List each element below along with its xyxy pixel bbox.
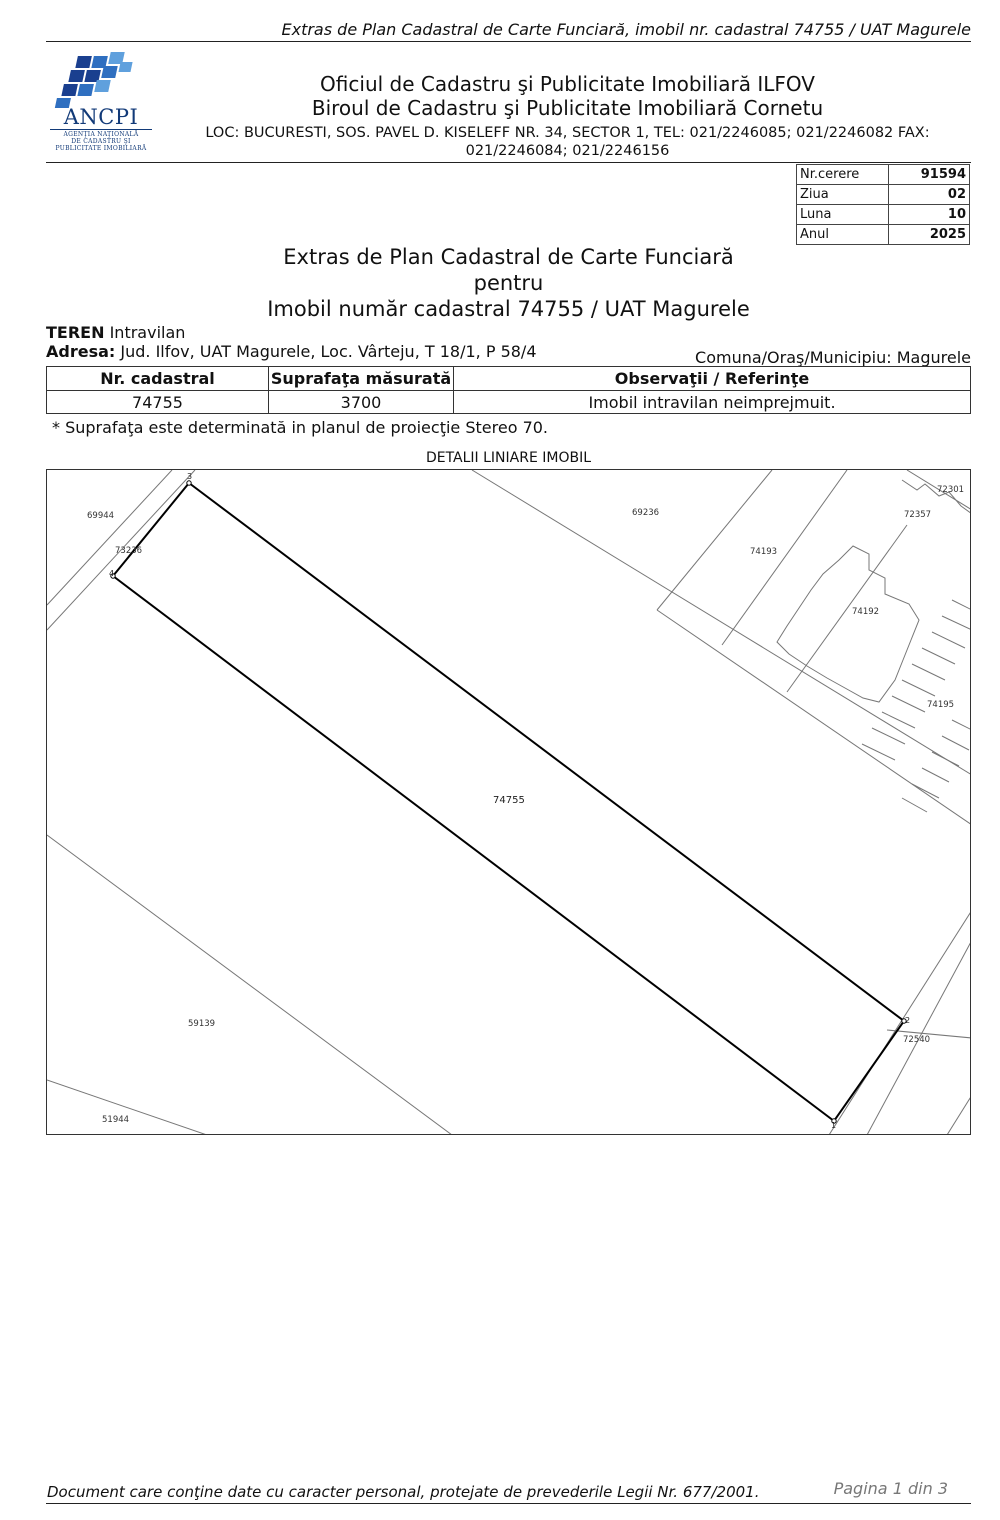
column-header: Nr. cadastral: [47, 367, 269, 391]
request-label: Ziua: [797, 185, 889, 205]
vertex-label: 2: [905, 1016, 911, 1025]
logo-name: ANCPI: [63, 105, 139, 129]
parcel-label: 74755: [493, 795, 525, 806]
footer-disclaimer: Document care conţine date cu caracter personal, protejate de prevederile Legii Nr. 677/2001.: [47, 1483, 760, 1501]
request-info-table: [796, 164, 970, 245]
neighbor-label: 74193: [750, 547, 778, 557]
main-title-line-2: pentru: [473, 271, 544, 295]
vertex-label: 3: [187, 472, 193, 481]
request-label: Anul: [797, 225, 889, 245]
surface-note: * Suprafaţa este determinată in planul de proiecţie Stereo 70.: [52, 418, 549, 437]
request-row: [797, 225, 970, 245]
neighbor-label: 51944: [102, 1115, 130, 1125]
column-header: Suprafaţa măsurată: [269, 367, 454, 391]
footer-divider: [46, 1503, 971, 1504]
neighbor-label: 69944: [87, 511, 115, 521]
request-value: 02: [889, 185, 970, 205]
logo-subtitle-1: AGENŢIA NAŢIONALĂ: [63, 131, 139, 138]
parking-stripes: [862, 480, 971, 812]
request-value: 2025: [889, 225, 970, 245]
logo-subtitle-2: DE CADASTRU ŞI: [71, 138, 131, 145]
logo-subtitle-3: PUBLICITATE IMOBILIARĂ: [55, 145, 147, 152]
main-title-line-1: Extras de Plan Cadastral de Carte Funciară: [283, 245, 734, 269]
cadastral-table: [46, 366, 971, 414]
table-header-row: [47, 367, 971, 391]
neighbor-label: 72357: [904, 510, 932, 520]
neighbor-label: 69236: [632, 508, 660, 518]
request-row: [797, 185, 970, 205]
teren-line: [46, 323, 185, 342]
request-row: [797, 165, 970, 185]
teren-value: Intravilan: [109, 323, 186, 342]
comuna-text: Comuna/Oraş/Municipiu: Magurele: [695, 348, 971, 367]
building-74192: [777, 546, 919, 702]
plan-title: DETALII LINIARE IMOBIL: [425, 450, 592, 466]
table-cell: Imobil intravilan neimprejmuit.: [454, 391, 971, 414]
table-row: [47, 391, 971, 414]
neighbor-label: 59139: [188, 1019, 216, 1029]
vertex-label: 1: [831, 1121, 837, 1130]
main-title-line-3: Imobil număr cadastral 74755 / UAT Magurele: [267, 297, 750, 321]
page-total: 3: [937, 1479, 948, 1498]
request-value: 91594: [889, 165, 970, 185]
page-current: 1: [892, 1479, 903, 1498]
page-prefix: Pagina: [833, 1479, 888, 1498]
logo-text: [46, 106, 156, 152]
request-label: Luna: [797, 205, 889, 225]
adresa-value: Jud. Ilfov, UAT Magurele, Loc. Vârteju, T 18/1, P 58/4: [120, 342, 537, 361]
office-address: [175, 124, 960, 160]
neighbor-label: 72301: [937, 485, 965, 495]
table-cell: 74755: [47, 391, 269, 414]
header-bottom-divider: [46, 162, 971, 163]
request-row: [797, 205, 970, 225]
adresa-line: [46, 342, 537, 361]
plan-drawing: [47, 470, 971, 1135]
neighbor-label: 73236: [115, 546, 143, 556]
vertex-label: 4: [109, 569, 115, 578]
address-line-2: 021/2246084; 021/2246156: [465, 143, 670, 159]
document-header-title: Extras de Plan Cadastral de Carte Funciară, imobil nr. cadastral 74755 / UAT Magurele: [281, 20, 971, 39]
neighbor-label: 74192: [852, 607, 880, 617]
neighbor-label: 74195: [927, 700, 955, 710]
header-divider: [46, 41, 971, 42]
address-line-1: LOC: BUCURESTI, SOS. PAVEL D. KISELEFF NR. 34, SECTOR 1, TEL: 021/2246085; 021/2246082 FAX:: [205, 125, 930, 141]
table-cell: 3700: [269, 391, 454, 414]
request-value: 10: [889, 205, 970, 225]
adresa-label: Adresa:: [46, 342, 116, 361]
office-name: Oficiul de Cadastru şi Publicitate Imobiliară ILFOV: [320, 72, 815, 96]
neighbor-label: 72540: [903, 1035, 931, 1045]
page-sep: din: [907, 1479, 933, 1498]
column-header: Observaţii / Referinţe: [454, 367, 971, 391]
page-indicator: [834, 1479, 948, 1498]
cadastral-plan: [46, 469, 971, 1135]
bureau-name: Biroul de Cadastru şi Publicitate Imobiliară Cornetu: [311, 96, 824, 120]
teren-label: TEREN: [46, 323, 105, 342]
request-label: Nr.cerere: [797, 165, 889, 185]
